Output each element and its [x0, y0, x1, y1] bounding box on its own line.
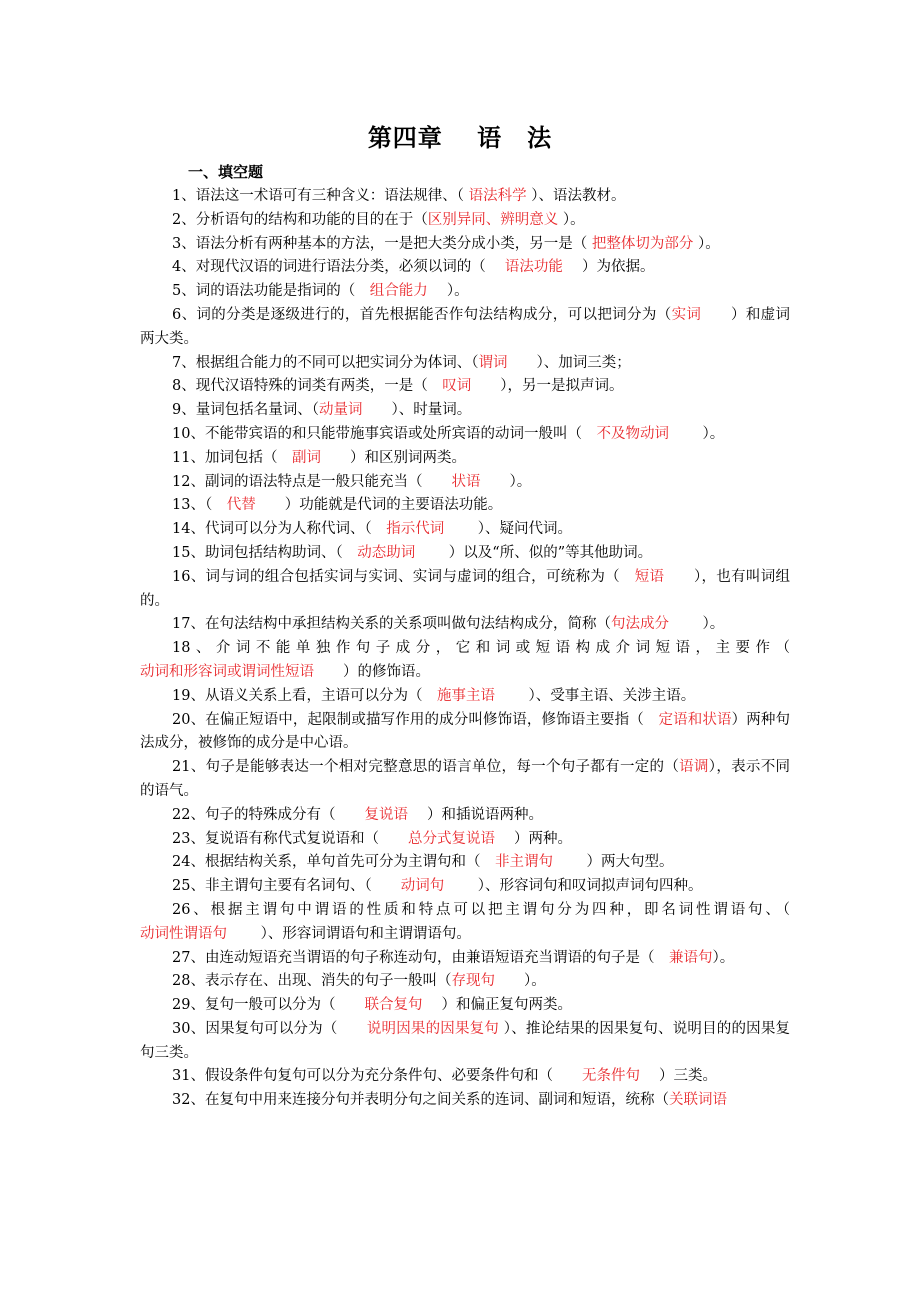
question-item	[140, 994, 790, 1018]
question-text-end: ）。	[432, 283, 469, 300]
answer-text: 区别异同、辨明意义	[427, 211, 563, 228]
question-item	[140, 209, 790, 233]
question-item	[140, 875, 790, 899]
answer-text: 施事主语	[436, 687, 500, 704]
question-item	[140, 1018, 790, 1066]
question-text-end: ）、时量词。	[391, 402, 472, 419]
question-text-end: ）。	[712, 949, 735, 966]
question-text: 11、加词包括（	[172, 449, 292, 466]
answer-text: 联合复句	[364, 997, 428, 1014]
question-text-end: ）两种。	[499, 830, 573, 847]
question-text-end: ）以及“所、似的”等其他助词。	[419, 544, 653, 561]
question-item	[140, 566, 790, 614]
question-text: 17、在句法结构中承担结构关系的关系项叫做句法结构成分，简称（	[172, 616, 611, 633]
question-item	[140, 756, 790, 804]
question-text-end: ）。	[673, 425, 725, 442]
answer-text: 语法科学	[468, 188, 532, 204]
question-text: 29、复句一般可以分为（	[172, 997, 365, 1014]
question-text-end: ）。	[562, 211, 585, 228]
question-text-end: ）为依据。	[567, 259, 655, 276]
question-item	[140, 637, 805, 685]
question-text: 10、不能带宾语的和只能带施事宾语或处所宾语的动词一般叫（	[172, 425, 597, 442]
answer-text: 叹词	[442, 378, 501, 395]
question-text: 32、在复句中用来连接分句并表明分句之间关系的连词、副词和短语，统称（	[172, 1092, 669, 1109]
question-item	[140, 1065, 790, 1089]
question-item	[140, 542, 790, 566]
question-text-end: ）、形容词谓语句和主谓谓语句。	[231, 925, 471, 942]
answer-text: 动词句	[400, 878, 449, 895]
question-item	[140, 280, 790, 304]
question-item	[140, 685, 790, 709]
question-text-end: ）、加词三类；	[536, 354, 631, 371]
answer-text: 存现句	[451, 973, 524, 990]
question-text-end: ）、形容词句和叹词拟声词句四种。	[448, 878, 703, 895]
question-item	[140, 375, 790, 399]
question-text: 12、副词的语法特点是一般只能充当（	[172, 473, 452, 490]
answer-text: 语法功能	[504, 259, 568, 276]
answer-text: 总分式复说语	[407, 830, 500, 847]
answer-text: 动词和形容词或谓词性短语	[140, 663, 314, 680]
question-item	[140, 233, 790, 257]
question-text: 31、假设条件句复句可以分为充分条件句、必要条件句和（	[172, 1068, 582, 1085]
question-item	[140, 423, 790, 447]
question-text-end: ），表示不同的语气。	[140, 759, 791, 799]
answer-text: 复说语	[364, 806, 413, 823]
question-item	[140, 947, 790, 971]
answer-text: 语调	[679, 759, 709, 776]
question-text: 23、复说语有称代式复说语和（	[172, 830, 408, 847]
answer-text: 动态助词	[357, 544, 420, 561]
question-item	[140, 304, 790, 352]
question-text-end: ）。	[673, 616, 725, 633]
question-text: 20、在偏正短语中，起限制或描写作用的成分叫修饰语，修饰语主要指（	[172, 711, 659, 728]
question-text-end: ）和插说语两种。	[412, 806, 544, 823]
answer-text: 谓词	[478, 354, 537, 371]
question-item	[140, 851, 790, 875]
answer-text: 组合能力	[369, 283, 433, 300]
question-text: 4、对现代汉语的词进行语法分类，必须以词的（	[172, 259, 505, 276]
question-text: 18、介词不能单独作句子成分，它和词或短语构成介词短语，主要作（	[172, 640, 805, 657]
answer-text: 代替	[226, 497, 285, 514]
question-item	[140, 1089, 790, 1113]
question-item	[140, 352, 790, 376]
question-text: 5、词的语法功能是指词的（	[172, 283, 370, 300]
answer-text: 指示代词	[386, 521, 449, 538]
question-text: 14、代词可以分为人称代词、（	[172, 521, 387, 538]
question-text-end: ），另一是拟声词。	[500, 378, 624, 395]
question-item	[140, 970, 790, 994]
question-text: 30、因果复句可以分为（	[172, 1020, 367, 1037]
question-item	[140, 447, 790, 471]
question-text: 28、表示存在、出现、消失的句子一般叫（	[172, 973, 452, 990]
question-text: 21、句子是能够表达一个相对完整意思的语言单位，每一个句子都有一定的（	[172, 759, 680, 776]
question-text: 8、现代汉语特殊的词类有两类，一是（	[172, 378, 443, 395]
question-text-end: ）、语法教材。	[531, 188, 626, 204]
question-text-end: ）。	[523, 973, 546, 990]
question-text-end: ）。	[494, 473, 532, 490]
answer-text: 短语	[634, 568, 694, 585]
question-text-end: ）、推论结果的因果复句、说明目的的因果复句三类。	[140, 1020, 791, 1061]
question-text-end: ）和区别词两类。	[349, 449, 466, 466]
question-item	[140, 494, 790, 518]
question-text-end: ）功能就是代词的主要语法功能。	[284, 497, 503, 514]
answer-text: 定语和状语	[658, 711, 732, 728]
question-text: 19、从语义关系上看，主语可以分为（	[172, 687, 437, 704]
answer-text: 把整体切为部分	[591, 235, 698, 252]
answer-text: 句法成分	[610, 616, 674, 633]
question-text: 3、语法分析有两种基本的方法，一是把大类分成小类，另一是（	[172, 235, 592, 252]
answer-text: 关联词语	[668, 1092, 727, 1109]
question-text: 9、量词包括名量词、（	[172, 402, 319, 419]
answer-text: 实词	[671, 306, 731, 323]
answer-text: 非主谓句	[494, 854, 558, 871]
question-text: 6、词的分类是逐级进行的，首先根据能否作句法结构成分，可以把词分为（	[172, 306, 672, 323]
answer-text: 动词性谓语句	[140, 925, 232, 942]
section-heading: 一、填空题	[188, 163, 264, 181]
question-text: 7、根据组合能力的不同可以把实词分为体词、（	[172, 354, 479, 371]
answer-text: 状语	[451, 473, 495, 490]
question-text-end: ）两大句型。	[557, 854, 674, 871]
chapter-title: 第四章 语 法	[367, 123, 553, 152]
question-text-end: ）两种句法成分，被修饰的成分是中心语。	[140, 711, 791, 752]
question-text-end: ），也有叫词组的。	[140, 568, 791, 609]
question-text-end: ）、疑问代词。	[448, 521, 573, 538]
answer-text: 说明因果的因果复句	[366, 1020, 504, 1037]
question-text: 27、由连动短语充当谓语的句子称连动句，由兼语短语充当谓语的句子是（	[172, 949, 669, 966]
question-item	[140, 471, 790, 495]
question-text-end: ）。	[697, 235, 720, 252]
question-text: 16、词与词的组合包括实词与实词、实词与虚词的组合，可统称为（	[172, 568, 635, 585]
question-item	[140, 185, 790, 209]
question-text: 1、语法这一术语可有三种含义：语法规律、（	[172, 188, 469, 204]
answer-text: 无条件句	[581, 1068, 645, 1085]
question-item	[140, 256, 790, 280]
question-text: 13、（	[172, 497, 227, 514]
question-item	[140, 399, 790, 423]
question-text: 22、句子的特殊成分有（	[172, 806, 365, 823]
question-item	[140, 518, 790, 542]
answer-text: 不及物动词	[596, 425, 674, 442]
question-list	[140, 185, 805, 1113]
question-text-end: ）、受事主语、关涉主语。	[499, 687, 696, 704]
question-text: 25、非主谓句主要有名词句、（	[172, 878, 401, 895]
question-item	[140, 709, 790, 757]
question-text: 2、分析语句的结构和功能的目的在于（	[172, 211, 428, 228]
question-text-end: ）三类。	[644, 1068, 718, 1085]
question-item	[140, 899, 805, 947]
question-text: 26、根据主谓句中谓语的性质和特点可以把主谓句分为四种，即名词性谓语句、（	[172, 901, 805, 918]
question-text: 24、根据结构关系，单句首先可分为主谓句和（	[172, 854, 495, 871]
question-text-end: ）和虚词两大类。	[140, 306, 791, 347]
answer-text: 动量词	[318, 402, 392, 419]
question-text-end: ）的修饰语。	[314, 663, 430, 680]
question-item	[140, 613, 790, 637]
question-text-end: ）和偏正复句两类。	[427, 997, 573, 1014]
answer-text: 副词	[291, 449, 350, 466]
question-item	[140, 804, 790, 828]
question-text: 15、助词包括结构助词、（	[172, 544, 358, 561]
question-item	[140, 828, 790, 852]
answer-text: 兼语句	[668, 949, 713, 966]
